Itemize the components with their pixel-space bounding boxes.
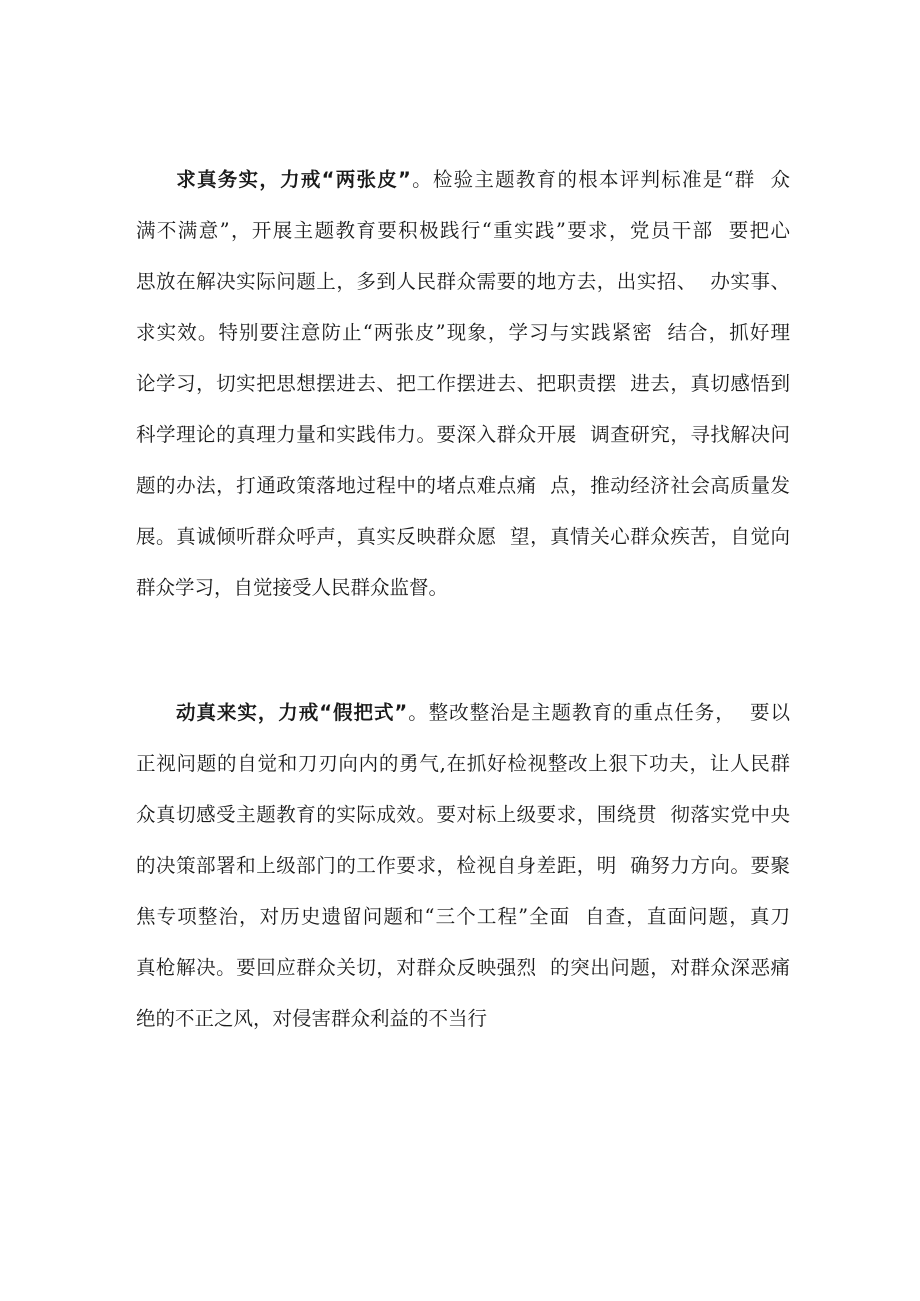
paragraph-line: 焦专项整治，对历史遗留问题和“三个工程”全面 自查，直面问题，真刀 bbox=[136, 905, 790, 928]
paragraph-line: 群众学习，自觉接受人民群众监督。 bbox=[136, 576, 449, 599]
paragraph-line: 满不满意”，开展主题教育要积极践行“重实践”要求，党员干部 要把心 bbox=[136, 219, 790, 242]
paragraph-line: 科学理论的真理力量和实践伟力。要深入群众开展 调查研究，寻找解决问 bbox=[136, 423, 790, 446]
paragraph-line: 众真切感受主题教育的实际成效。要对标上级要求，围绕贯 彻落实党中央 bbox=[136, 803, 790, 826]
paragraph-line: 求实效。特别要注意防止“两张皮”现象，学习与实践紧密 结合，抓好理 bbox=[136, 321, 790, 344]
paragraph-line: 动真来实，力戒“假把式”。整改整治是主题教育的重点任务， 要以 bbox=[175, 701, 790, 724]
paragraph-line: 展。真诚倾听群众呼声，真实反映群众愿 望，真情关心群众疾苦，自觉向 bbox=[136, 525, 790, 548]
paragraph-line: 绝的不正之风，对侵害群众利益的不当行 bbox=[136, 1007, 488, 1030]
paragraph-1 bbox=[136, 154, 790, 613]
paragraph-2 bbox=[136, 687, 790, 1044]
paragraph-heading: 求真务实，力戒“两张皮” bbox=[175, 168, 411, 191]
paragraph-line: 思放在解决实际问题上，多到人民群众需要的地方去，出实招、 办实事、 bbox=[136, 270, 790, 293]
paragraph-line: 正视问题的自觉和刀刃向内的勇气,在抓好检视整改上狠下功夫，让人民群 bbox=[136, 752, 790, 775]
paragraph-line: 求真务实，力戒“两张皮”。检验主题教育的根本评判标准是“群 众 bbox=[175, 168, 790, 191]
paragraph-line: 的决策部署和上级部门的工作要求，检视自身差距，明 确努力方向。要聚 bbox=[136, 854, 790, 877]
paragraph-line: 论学习，切实把思想摆进去、把工作摆进去、把职责摆 进去，真切感悟到 bbox=[136, 372, 790, 395]
paragraph-line: 真枪解决。要回应群众关切，对群众反映强烈 的突出问题，对群众深恶痛 bbox=[136, 956, 790, 979]
paragraph-line: 题的办法，打通政策落地过程中的堵点难点痛 点，推动经济社会高质量发 bbox=[136, 474, 790, 497]
paragraph-heading: 动真来实，力戒“假把式” bbox=[175, 701, 408, 724]
